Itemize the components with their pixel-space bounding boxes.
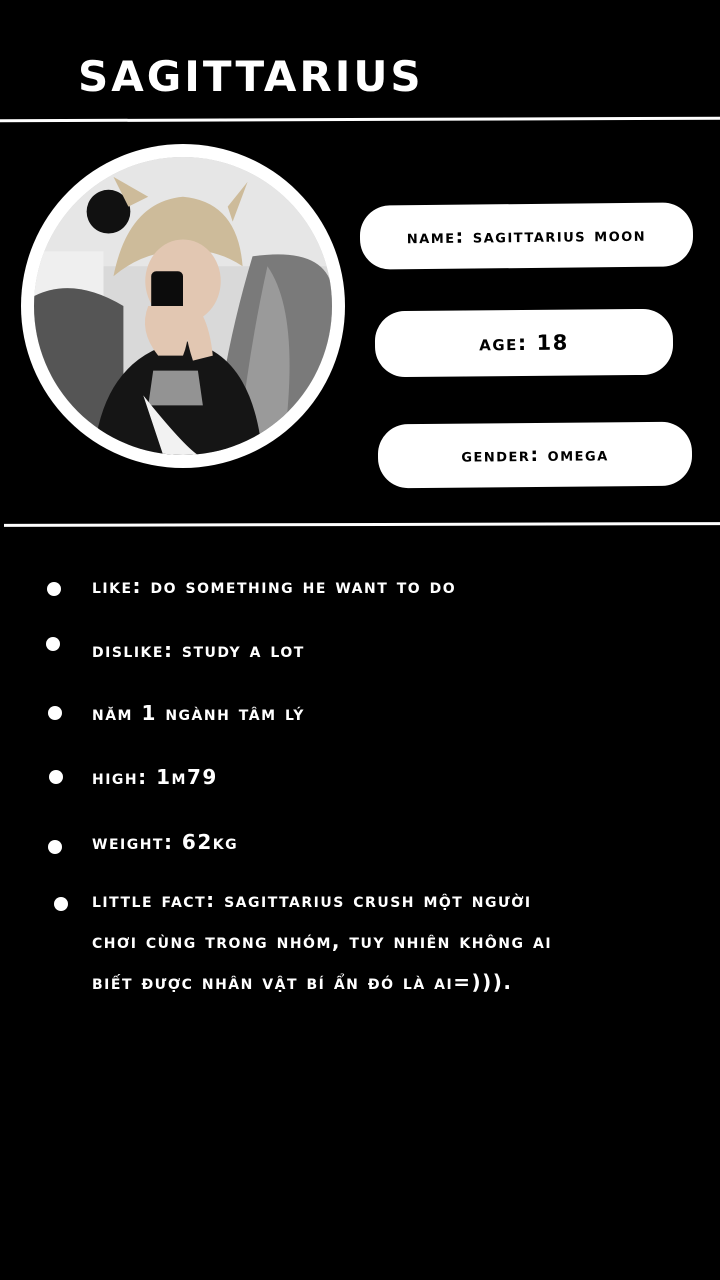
top-divider (0, 117, 720, 123)
list-item: high: 1m79 (92, 765, 218, 789)
bullet-icon (46, 637, 60, 651)
age-pill: age: 18 (375, 309, 674, 378)
list-item: like: do something he want to do (92, 574, 457, 598)
list-item: năm 1 ngành tâm lý (92, 701, 305, 725)
list-item: little fact: sagittarius crush một người chơi cùng trong nhóm, tuy nhiên không ai biết được nhân vật bí ẩn đó là ai=))). (92, 888, 553, 994)
middle-divider (4, 522, 720, 527)
gender-pill: gender: omega (378, 422, 693, 489)
bullet-icon (47, 582, 61, 596)
list-item: weight: 62kg (92, 830, 239, 854)
avatar-frame (21, 144, 345, 468)
list-item: dislike: study a lot (92, 638, 305, 662)
profile-photo (34, 157, 332, 455)
page-title: SAGITTARIUS (78, 52, 424, 101)
bullet-icon (49, 770, 63, 784)
bullet-icon (54, 897, 68, 911)
bullet-icon (48, 706, 62, 720)
avatar (34, 157, 332, 455)
name-pill: name: sagittarius moon (360, 202, 694, 269)
bullet-icon (48, 840, 62, 854)
